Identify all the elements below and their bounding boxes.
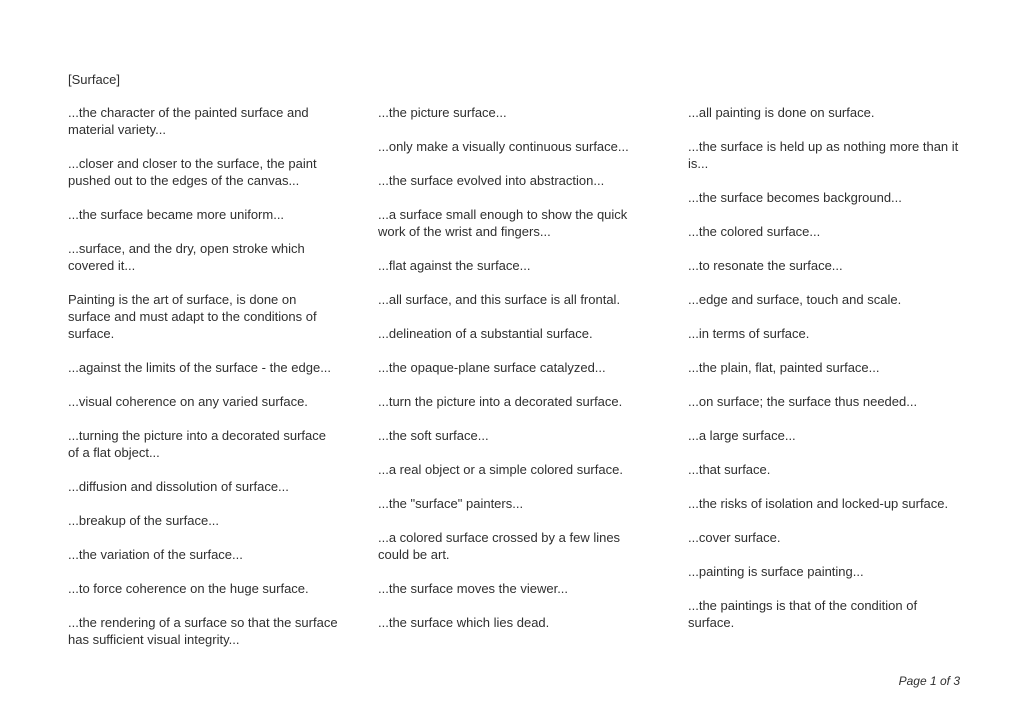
quote-paragraph: ...the character of the painted surface and material variety... [68, 105, 309, 137]
quote-column-1 [68, 104, 340, 665]
quote-paragraph: ...visual coherence on any varied surface. [68, 394, 308, 409]
quote-paragraph: ...delineation of a substantial surface. [378, 326, 593, 341]
quote-paragraph: ...surface, and the dry, open stroke which covered it... [68, 241, 305, 273]
quote-paragraph: ...diffusion and dissolution of surface... [68, 479, 289, 494]
quote-column-2 [378, 104, 650, 665]
quote-paragraph: ...against the limits of the surface - the edge... [68, 360, 332, 375]
quote-paragraph: ...the opaque-plane surface catalyzed... [378, 360, 606, 375]
quote-paragraph: ...a colored surface crossed by a few lines could be art. [378, 530, 621, 562]
quote-paragraph: ...on surface; the surface thus needed... [688, 394, 918, 409]
quote-paragraph: ...breakup of the surface... [68, 513, 220, 528]
quote-paragraph: ...a large surface... [688, 428, 796, 443]
page-number: Page 1 of 3 [898, 674, 960, 688]
quote-paragraph: ...a surface small enough to show the quick work of the wrist and fingers... [378, 207, 628, 239]
quote-column-3 [688, 104, 960, 665]
quote-columns [68, 104, 960, 665]
quote-paragraph: ...flat against the surface... [378, 258, 531, 273]
quote-paragraph: ...the soft surface... [378, 428, 489, 443]
quote-paragraph: ...the surface became more uniform... [68, 207, 285, 222]
quote-paragraph: ...to resonate the surface... [688, 258, 843, 273]
page-title: [Surface] [68, 72, 121, 87]
quote-paragraph: ...the surface is held up as nothing more than it is... [688, 139, 959, 171]
quote-paragraph: ...all surface, and this surface is all frontal. [378, 292, 621, 307]
quote-paragraph: ...the surface which lies dead. [378, 615, 550, 630]
quote-paragraph: ...closer and closer to the surface, the paint pushed out to the edges of the canvas... [68, 156, 317, 188]
quote-paragraph: ...all painting is done on surface. [688, 105, 875, 120]
quote-paragraph: ...that surface. [688, 462, 771, 477]
quote-paragraph: Painting is the art of surface, is done on surface and must adapt to the conditions of surface. [68, 292, 317, 341]
quote-paragraph: ...the surface becomes background... [688, 190, 902, 205]
quote-paragraph: ...the variation of the surface... [68, 547, 243, 562]
quote-paragraph: ...turning the picture into a decorated surface of a flat object... [68, 428, 326, 460]
quote-paragraph: ...turn the picture into a decorated surface. [378, 394, 623, 409]
quote-paragraph: ...cover surface. [688, 530, 781, 545]
quote-paragraph: ...painting is surface painting... [688, 564, 864, 579]
quote-paragraph: ...the risks of isolation and locked-up surface. [688, 496, 949, 511]
quote-paragraph: ...the picture surface... [378, 105, 507, 120]
quote-paragraph: ...only make a visually continuous surface... [378, 139, 629, 154]
quote-paragraph: ...to force coherence on the huge surface. [68, 581, 309, 596]
quote-paragraph: ...the rendering of a surface so that the surface has sufficient visual integrity... [68, 615, 338, 647]
quote-paragraph: ...the "surface" painters... [378, 496, 524, 511]
quote-paragraph: ...the surface moves the viewer... [378, 581, 569, 596]
quote-paragraph: ...a real object or a simple colored surface. [378, 462, 623, 477]
quote-paragraph: ...edge and surface, touch and scale. [688, 292, 902, 307]
quote-paragraph: ...the paintings is that of the condition of surface. [688, 598, 918, 630]
quote-paragraph: ...in terms of surface. [688, 326, 810, 341]
quote-paragraph: ...the surface evolved into abstraction... [378, 173, 605, 188]
quote-paragraph: ...the colored surface... [688, 224, 821, 239]
quote-paragraph: ...the plain, flat, painted surface... [688, 360, 880, 375]
